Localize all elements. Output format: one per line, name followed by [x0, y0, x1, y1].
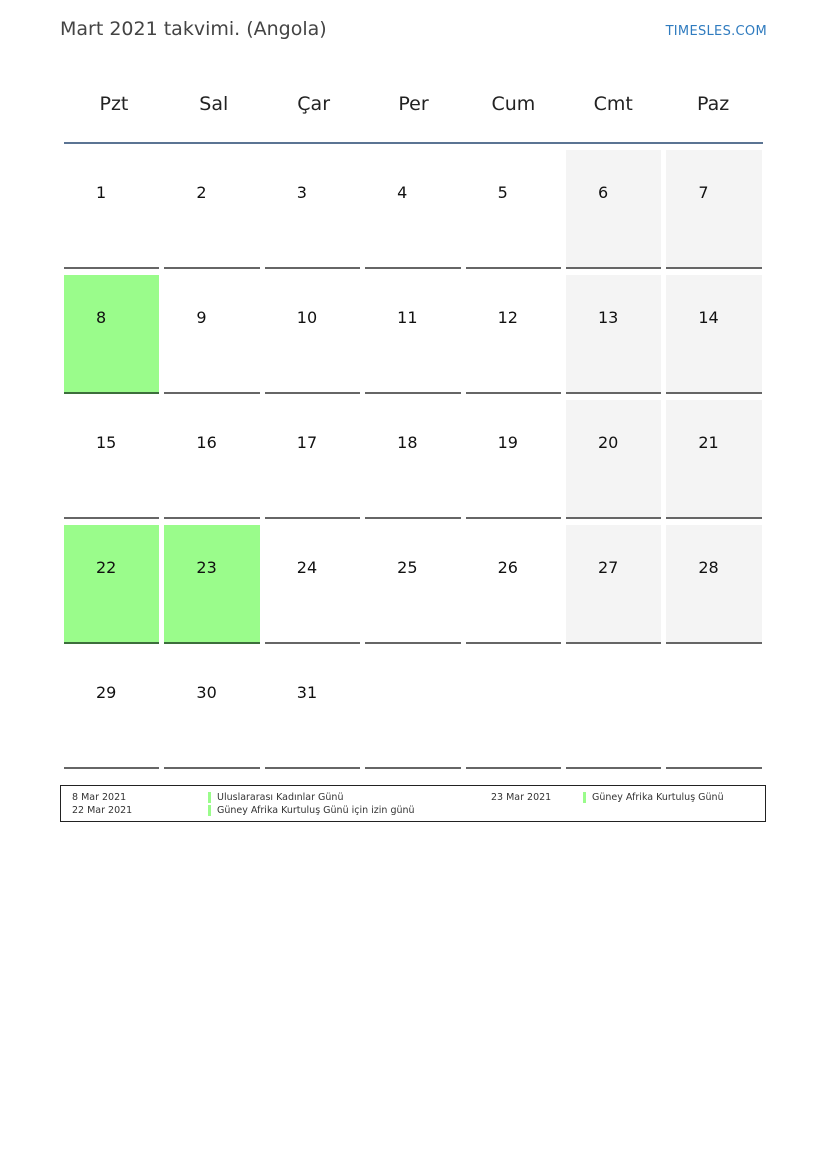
day-cell [365, 400, 460, 519]
calendar-grid [64, 78, 763, 769]
day-number: 19 [497, 433, 518, 452]
day-cell [64, 150, 159, 269]
day-cell [265, 650, 360, 769]
legend-holiday-name: Güney Afrika Kurtuluş Günü için izin günü [217, 805, 415, 816]
holiday-color-marker [208, 805, 211, 816]
day-number: 22 [96, 558, 117, 577]
day-cell-empty [466, 650, 561, 769]
day-number: 3 [296, 183, 307, 202]
weekday-label: Pzt [99, 93, 129, 115]
day-number: 23 [196, 558, 217, 577]
brand-logo[interactable]: TIMESLES.COM [665, 24, 767, 39]
day-number: 8 [96, 308, 107, 327]
calendar-week [64, 525, 763, 644]
day-cell-holiday [164, 525, 259, 644]
weekday-label: Per [398, 93, 429, 115]
legend-date: 8 Mar 2021 [72, 792, 127, 803]
day-number: 11 [397, 308, 418, 327]
page-title: Mart 2021 takvimi. (Angola) [60, 18, 327, 40]
weekday-label: Paz [696, 93, 730, 115]
day-cell [365, 275, 460, 394]
day-number: 17 [296, 433, 318, 452]
calendar-week [64, 650, 763, 769]
day-cell-empty [666, 650, 761, 769]
weekday-label: Çar [297, 93, 331, 115]
day-cell-weekend [666, 150, 761, 269]
day-number: 12 [497, 308, 518, 327]
day-number: 31 [296, 683, 318, 702]
calendar-week [64, 400, 763, 519]
day-number: 2 [196, 183, 207, 202]
day-cell-weekend [666, 275, 761, 394]
calendar-week [64, 150, 763, 269]
day-number: 30 [196, 683, 217, 702]
day-number: 1 [96, 183, 107, 202]
day-number: 18 [397, 433, 418, 452]
day-cell [164, 150, 259, 269]
day-cell-weekend [566, 150, 661, 269]
day-cell [164, 650, 259, 769]
weekday-label: Cmt [593, 93, 633, 115]
day-cell-weekend [566, 275, 661, 394]
day-number: 16 [196, 433, 217, 452]
day-number: 29 [96, 683, 117, 702]
day-number: 7 [698, 183, 709, 202]
day-cell [466, 150, 561, 269]
day-number: 14 [698, 308, 719, 327]
day-number: 5 [497, 183, 508, 202]
day-number: 4 [397, 183, 408, 202]
day-cell [365, 150, 460, 269]
day-cell-weekend [666, 525, 761, 644]
day-number: 24 [296, 558, 318, 577]
day-cell [164, 400, 259, 519]
day-cell-weekend [566, 525, 661, 644]
legend-holiday-name: Güney Afrika Kurtuluş Günü [592, 792, 724, 803]
day-number: 9 [196, 308, 207, 327]
day-cell [64, 400, 159, 519]
weekday-label: Sal [199, 93, 229, 115]
legend-date: 22 Mar 2021 [72, 805, 133, 816]
holiday-legend [60, 785, 766, 822]
day-cell [64, 650, 159, 769]
calendar-week [64, 275, 763, 394]
day-cell-holiday [64, 275, 159, 394]
day-cell-holiday [64, 525, 159, 644]
day-number: 27 [597, 558, 619, 577]
holiday-color-marker [583, 792, 586, 803]
day-cell-empty [365, 650, 460, 769]
day-number: 28 [698, 558, 719, 577]
day-cell-empty [566, 650, 661, 769]
day-number: 6 [597, 183, 609, 202]
day-cell [164, 275, 259, 394]
day-cell [365, 525, 460, 644]
day-number: 26 [497, 558, 518, 577]
holiday-color-marker [208, 792, 211, 803]
legend-holiday-name: Uluslararası Kadınlar Günü [217, 792, 344, 803]
day-cell [265, 400, 360, 519]
day-number: 25 [397, 558, 418, 577]
day-cell-weekend [666, 400, 761, 519]
day-number: 13 [597, 308, 619, 327]
day-cell [265, 150, 360, 269]
day-cell [265, 275, 360, 394]
day-number: 15 [96, 433, 117, 452]
weekday-header [64, 78, 763, 144]
day-number: 20 [597, 433, 619, 452]
day-cell [466, 525, 561, 644]
day-cell [265, 525, 360, 644]
day-cell [466, 400, 561, 519]
day-cell-weekend [566, 400, 661, 519]
day-number: 10 [296, 308, 318, 327]
day-cell [466, 275, 561, 394]
legend-date: 23 Mar 2021 [491, 792, 552, 803]
day-number: 21 [698, 433, 719, 452]
weekday-label: Cum [491, 93, 536, 115]
